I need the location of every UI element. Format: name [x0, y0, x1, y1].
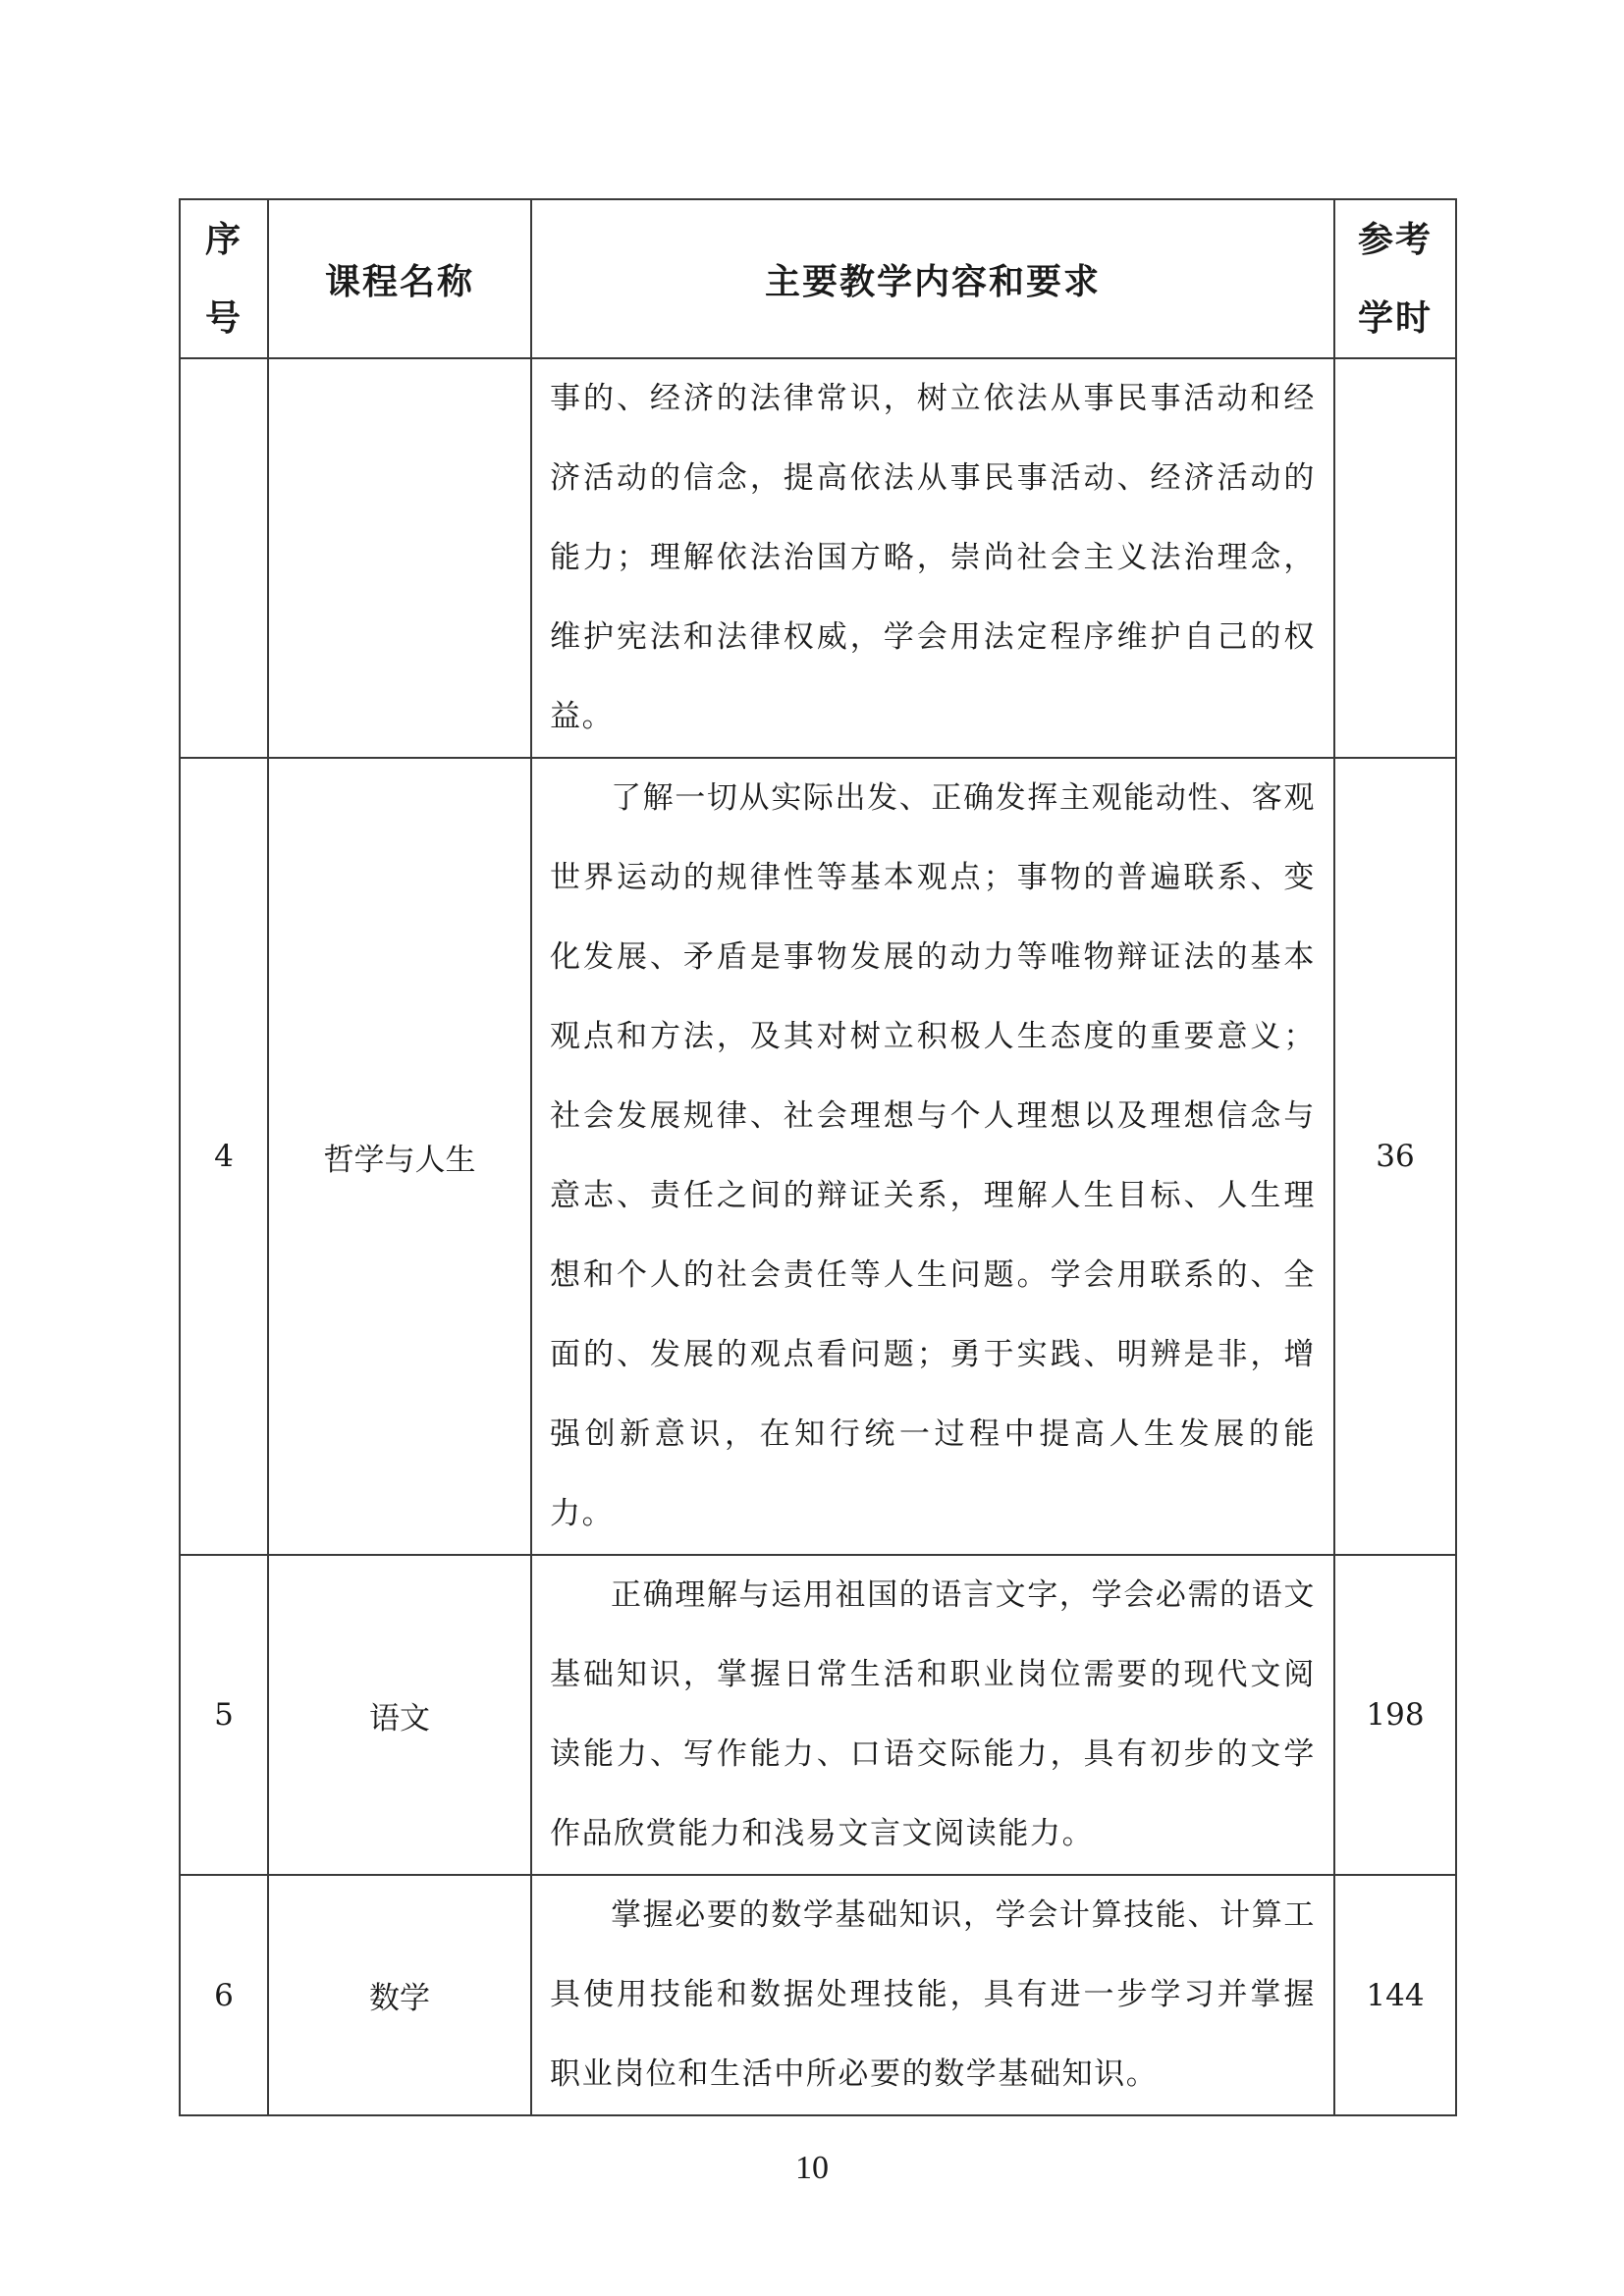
row-content: 正确理解与运用祖国的语言文字，学会必需的语文基础知识，掌握日常生活和职业岗位需要的现代文阅读能力、写作能力、口语交际能力，具有初步的文学作品欣赏能力和浅易文言文阅读能力。 [550, 1577, 1316, 1851]
row-course-name: 哲学与人生 [268, 758, 531, 1555]
row-content-cell [531, 1555, 1334, 1875]
row-content-cell [531, 1875, 1334, 2115]
row-hours: 144 [1334, 1875, 1456, 2115]
table-row [180, 1555, 1456, 1875]
row-hours [1334, 358, 1456, 758]
header-hours-line1: 参考 [1357, 219, 1433, 260]
header-hours-line2: 学时 [1357, 297, 1433, 339]
row-content: 掌握必要的数学基础知识，学会计算技能、计算工具使用技能和数据处理技能，具有进一步学习并掌握职业岗位和生活中所必要的数学基础知识。 [550, 1897, 1316, 2092]
row-content: 事的、经济的法律常识，树立依法从事民事活动和经济活动的信念，提高依法从事民事活动、经济活动的能力；理解依法治国方略，崇尚社会主义法治理念，维护宪法和法律权威，学会用法定程序维护自己的权益。 [550, 381, 1316, 734]
page-number: 10 [795, 2150, 829, 2186]
row-num [180, 358, 268, 758]
row-num: 5 [180, 1555, 268, 1875]
row-num: 6 [180, 1875, 268, 2115]
header-content: 主要教学内容和要求 [531, 199, 1334, 358]
header-hours [1334, 199, 1456, 358]
table-row [180, 358, 1456, 758]
row-content-cell [531, 358, 1334, 758]
header-num [180, 199, 268, 358]
row-course-name: 数学 [268, 1875, 531, 2115]
row-content-cell [531, 758, 1334, 1555]
table-row [180, 758, 1456, 1555]
row-course-name: 语文 [268, 1555, 531, 1875]
row-content: 了解一切从实际出发、正确发挥主观能动性、客观世界运动的规律性等基本观点；事物的普遍联系、变化发展、矛盾是事物发展的动力等唯物辩证法的基本观点和方法，及其对树立积极人生态度的重要意义；社会发展规律、社会理想与个人理想以及理想信念与意志、责任之间的辩证关系，理解人生目标、人生理想和个人的社会责任等人生问题。学会用联系的、全面的、发展的观点看问题；勇于实践、明辨是非，增强创新意识，在知行统一过程中提高人生发展的能力。 [550, 780, 1316, 1531]
row-num: 4 [180, 758, 268, 1555]
header-name: 课程名称 [268, 199, 531, 358]
header-num-line2: 号 [204, 297, 243, 339]
course-table [179, 198, 1457, 2116]
row-hours: 198 [1334, 1555, 1456, 1875]
row-course-name [268, 358, 531, 758]
table-header-row [180, 199, 1456, 358]
table-row [180, 1875, 1456, 2115]
row-hours: 36 [1334, 758, 1456, 1555]
header-num-line1: 序 [204, 219, 243, 260]
